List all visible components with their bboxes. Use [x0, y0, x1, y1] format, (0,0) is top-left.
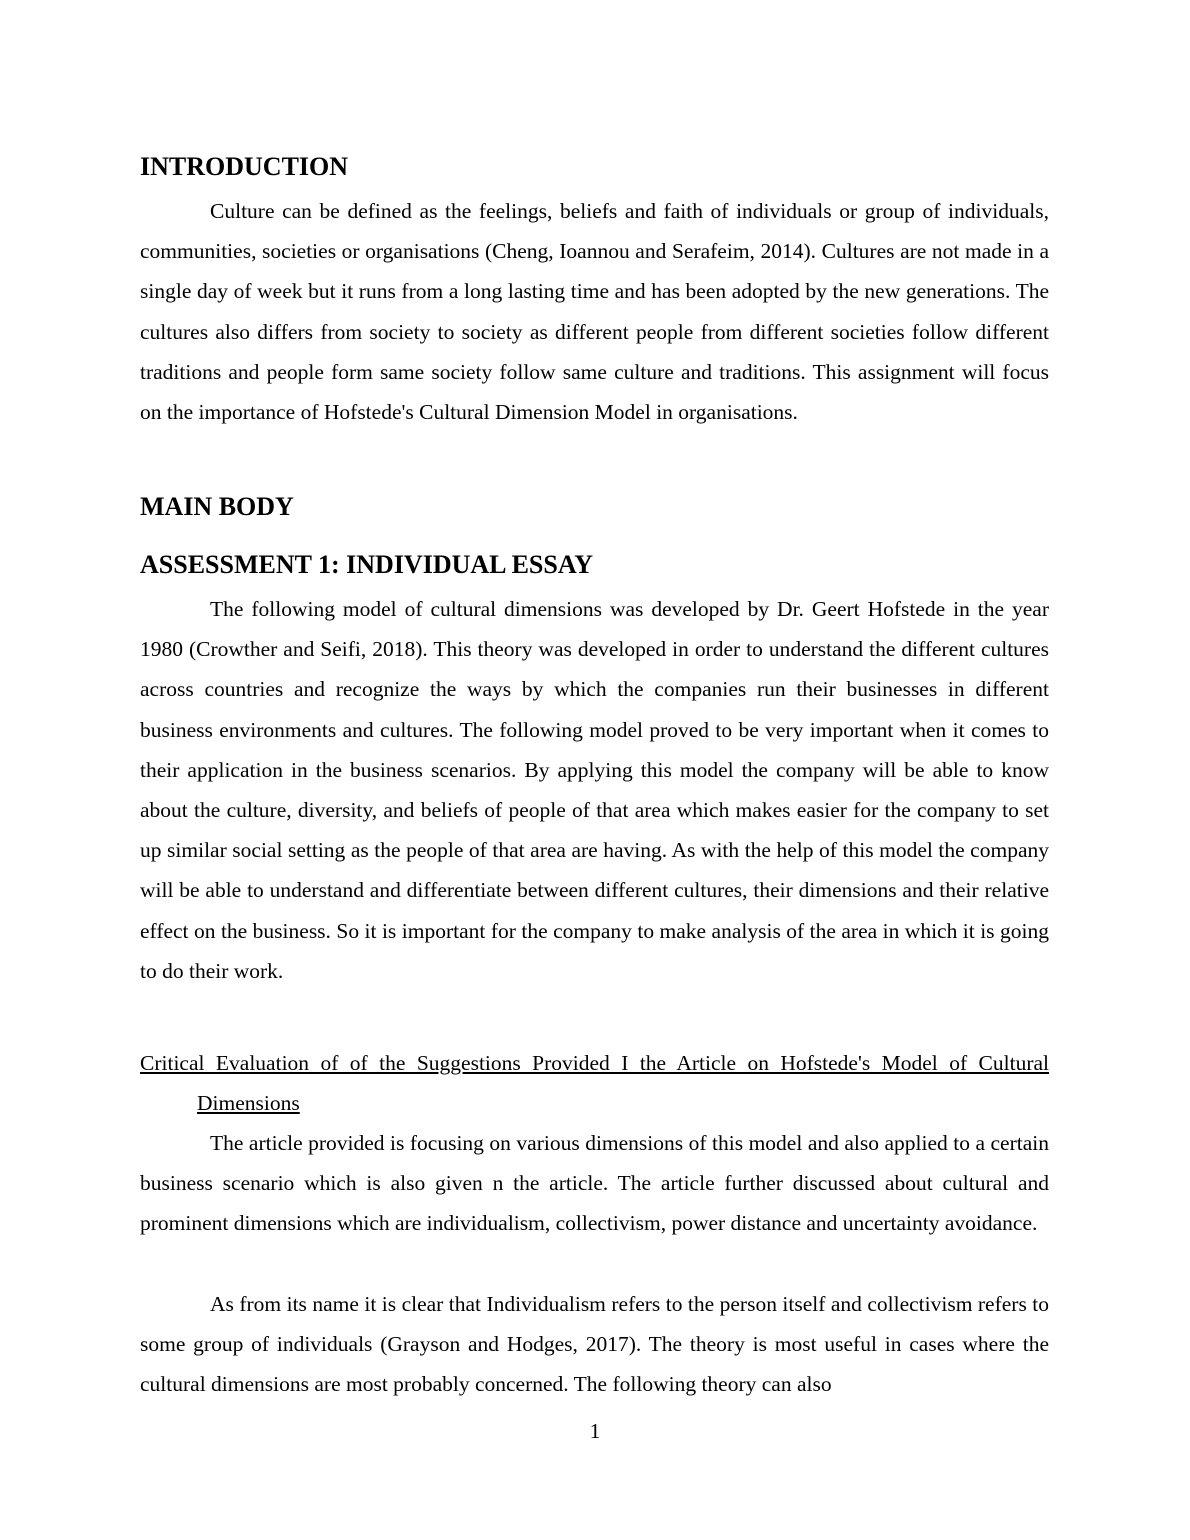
critical-paragraph-1: The article provided is focusing on various dimensions of this model and also applied to a certain business scenario which is also given n the article. The article further discussed about cultural and prominent dimensions which are individualism, collectivism, power distance and uncertainty avoidance.	[140, 1131, 1049, 1236]
intro-paragraph: Culture can be defined as the feelings, beliefs and faith of individuals or group of individuals, communities, societies or organisations (Cheng, Ioannou and Serafeim, 2014). Cultures are not made in a single day of week but it runs from a long lasting time and has been adopted by the new generations. The cultures also differs from society to society as different people from different societies follow different traditions and people form same society follow same culture and traditions. This assignment will focus on the importance of Hofstede's Cultural Dimension Model in organisations.	[140, 199, 1049, 425]
assessment-heading: ASSESSMENT 1: INDIVIDUAL ESSAY	[140, 550, 593, 579]
page-number: 1	[589, 1419, 601, 1443]
critical-evaluation-subheading: Critical Evaluation of of the Suggestions Provided I the Article on Hofstede's Model of Cultural Dimensions	[140, 1051, 1049, 1116]
critical-paragraph-2: As from its name it is clear that Individualism refers to the person itself and collectivism refers to some group of individuals (Grayson and Hodges, 2017). The theory is most useful in cases where the cultural dimensions are most probably concerned. The following theory can also	[140, 1292, 1049, 1397]
assessment-paragraph: The following model of cultural dimensions was developed by Dr. Geert Hofstede in the year 1980 (Crowther and Seifi, 2018). This theory was developed in order to understand the different cultures across countries and recognize the ways by which the companies run their businesses in different business environments and cultures. The following model proved to be very important when it comes to their application in the business scenarios. By applying this model the company will be able to know about the culture, diversity, and beliefs of people of that area which makes easier for the company to set up similar social setting as the people of that area are having. As with the help of this model the company will be able to understand and differentiate between different cultures, their dimensions and their relative effect on the business. So it is important for the company to make analysis of the area in which it is going to do their work.	[140, 597, 1049, 983]
introduction-heading: INTRODUCTION	[140, 152, 349, 181]
main-body-heading: MAIN BODY	[140, 492, 294, 521]
